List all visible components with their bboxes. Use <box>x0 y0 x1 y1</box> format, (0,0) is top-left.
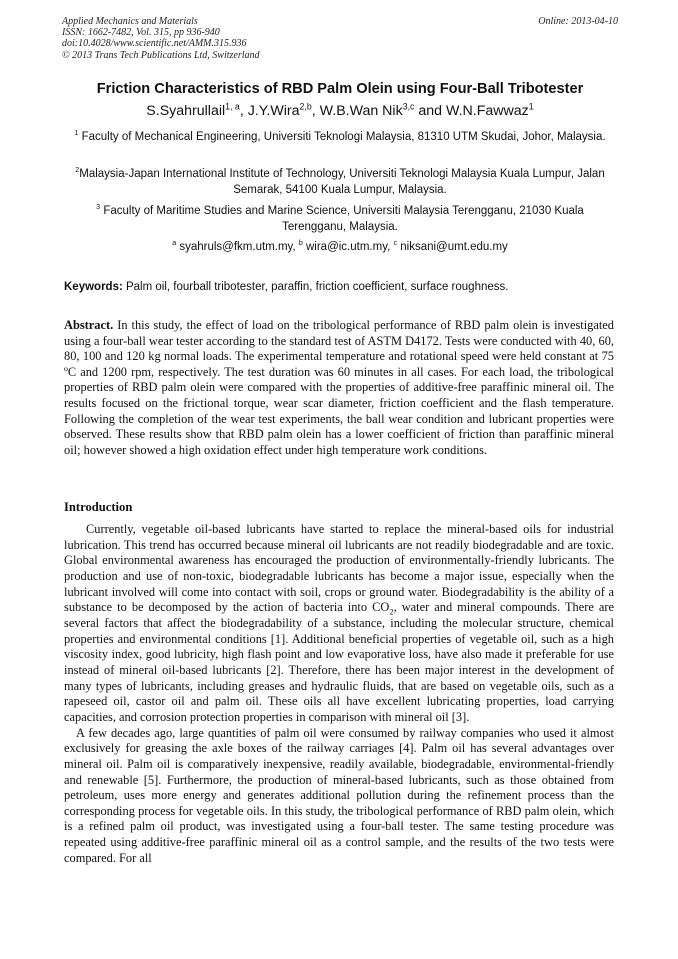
paragraph-1-text-a: Currently, vegetable oil-based lubricants have started to replace the mineral-based oils for industrial lubrication. This trend has occurred because mineral oil lubricants are not readily biodegradable and are toxic. Global environmental awareness has encouraged the production of environmentally-friendly lubricants. The production and use of non-toxic, biodegradable lubricants has become a major issue, especially when the lubricant involved will come into contact with soil, crops or ground water. Biodegradability is the ability of a substance to be decomposed by the action of bacteria into CO <box>64 522 614 615</box>
doi-line: doi:10.4028/www.scientific.net/AMM.315.936 <box>62 38 247 50</box>
affiliation-text: Faculty of Mechanical Engineering, Universiti Teknologi Malaysia, 81310 UTM Skudai, Johor, Malaysia. <box>81 131 606 143</box>
journal-header <box>62 16 618 61</box>
email-separator: , <box>387 241 394 253</box>
email-link[interactable]: wira@ic.utm.my <box>305 241 388 253</box>
author-separator: , <box>311 103 320 119</box>
paper-title: Friction Characteristics of RBD Palm Olein using Four-Ball Tribotester <box>96 81 584 97</box>
author-name: J.Y.Wira <box>247 103 300 119</box>
author-name: W.B.Wan Nik <box>319 103 403 119</box>
paragraph-1-text-b: , water and mineral compounds. There are several factors that affect the biodegradability of a substance, including the molecular structure, chemical properties and environmental conditions [1]. Additional beneficial properties of vegetable oil, such as a high viscosity index, good lubricity, high flash point and low evaporative loss, have also made it preferable for use instead of mineral oil-based lubricants [2]. Therefore, there has been major interest in the development of many types of lubricants, including greases and hydraulic fluids, that are based on vegetable oils, such as a rapeseed oil, castor oil and palm oil. These oils all have excellent lubricating properties, load carrying capacities, and corrosion protection properties in comparison with mineral oil [3]. <box>64 600 615 724</box>
issn-line: ISSN: 1662-7482, Vol. 315, pp 936-940 <box>62 27 220 39</box>
keywords-label: Keywords: <box>64 281 123 293</box>
copyright-line: © 2013 Trans Tech Publications Ltd, Switzerland <box>62 49 260 61</box>
affiliation-2 <box>66 166 614 198</box>
affiliation-number: 2 <box>75 166 80 175</box>
abstract <box>64 318 614 458</box>
author-superscript: 1 <box>528 101 534 112</box>
author-separator: and <box>414 103 446 119</box>
author-superscript: 1, a <box>225 101 240 112</box>
author-list <box>62 103 618 119</box>
paragraph-1 <box>64 522 614 726</box>
affiliation-text: Malaysia-Japan International Institute of Technology, Universiti Teknologi Malaysia Kuala Lumpur, Jalan Semarak, 54100 Kuala Lumpur, Malaysia. <box>79 168 605 196</box>
abstract-label: Abstract. <box>64 318 114 332</box>
author-emails <box>66 239 614 255</box>
author-name: W.N.Fawwaz <box>446 103 529 119</box>
email-superscript: b <box>298 239 303 248</box>
affiliation-1 <box>66 129 614 145</box>
keywords <box>64 281 624 293</box>
email-superscript: c <box>393 239 398 248</box>
author-superscript: 3,c <box>402 101 415 112</box>
email-link[interactable]: syahruls@fkm.utm.my <box>179 241 293 253</box>
co2-subscript: 2 <box>389 606 394 617</box>
email-superscript: a <box>172 239 177 248</box>
affiliation-text: Faculty of Maritime Studies and Marine Science, Universiti Malaysia Terengganu, 21030 Kuala Terengganu, Malaysia. <box>103 205 584 233</box>
online-date: Online: 2013-04-10 <box>538 16 618 27</box>
author-superscript: 2,b <box>299 101 312 112</box>
email-separator: , <box>292 241 299 253</box>
affiliation-3 <box>66 203 614 235</box>
paragraph-2: A few decades ago, large quantities of palm oil were consumed by railway companies who used it almost exclusively for greasing the axle boxes of the railway carriages [4]. Palm oil has several advantages over mineral oil. Palm oil is comparatively inexpensive, readily available, biodegradable, environmental-friendly and renewable [5]. Furthermore, the production of mineral-based lubricants, such as those obtained from petroleum, uses more energy and generates additional pollution during the refinement process than the corresponding process for vegetable oils. In this study, the tribological performance of RBD palm olein, which is a refined palm oil product, was investigated using a four-ball tester. The same testing procedure was repeated using additive-free paraffinic mineral oil as a control sample, and the results of the two tests were compared. For all <box>64 725 614 865</box>
introduction-body <box>64 522 614 866</box>
author-name: S.Syahrullail <box>146 103 226 119</box>
keywords-text: Palm oil, fourball tribotester, paraffin, friction coefficient, surface roughness. <box>122 281 509 293</box>
affiliation-number: 1 <box>74 129 79 138</box>
author-separator: , <box>239 103 248 119</box>
section-heading-introduction: Introduction <box>64 500 133 514</box>
journal-name: Applied Mechanics and Materials <box>62 16 198 27</box>
email-link[interactable]: niksani@umt.edu.my <box>400 241 508 253</box>
abstract-text: In this study, the effect of load on the tribological performance of RBD palm olein is investigated using a four-ball wear tester according to the standard test of ASTM D4172. Tests were conducted with 40, 60, 80, 100 and 120 kg normal loads. The experimental temperature and rotational speed were held constant at 75 ºC and 1200 rpm, respectively. The test duration was 60 minutes in all cases. For each load, the tribological properties of RBD palm olein were compared with the properties of additive-free paraffinic mineral oil. The results focused on the frictional torque, wear scar diameter, friction coefficient and the flash temperature. Following the completion of the wear test experiments, the ball wear condition and lubricant properties were observed. These results show that RBD palm olein has a lower coefficient of friction than paraffinic mineral oil; however showed a high oxidation effect under high temperature work conditions. <box>64 318 614 457</box>
affiliation-number: 3 <box>96 203 101 212</box>
